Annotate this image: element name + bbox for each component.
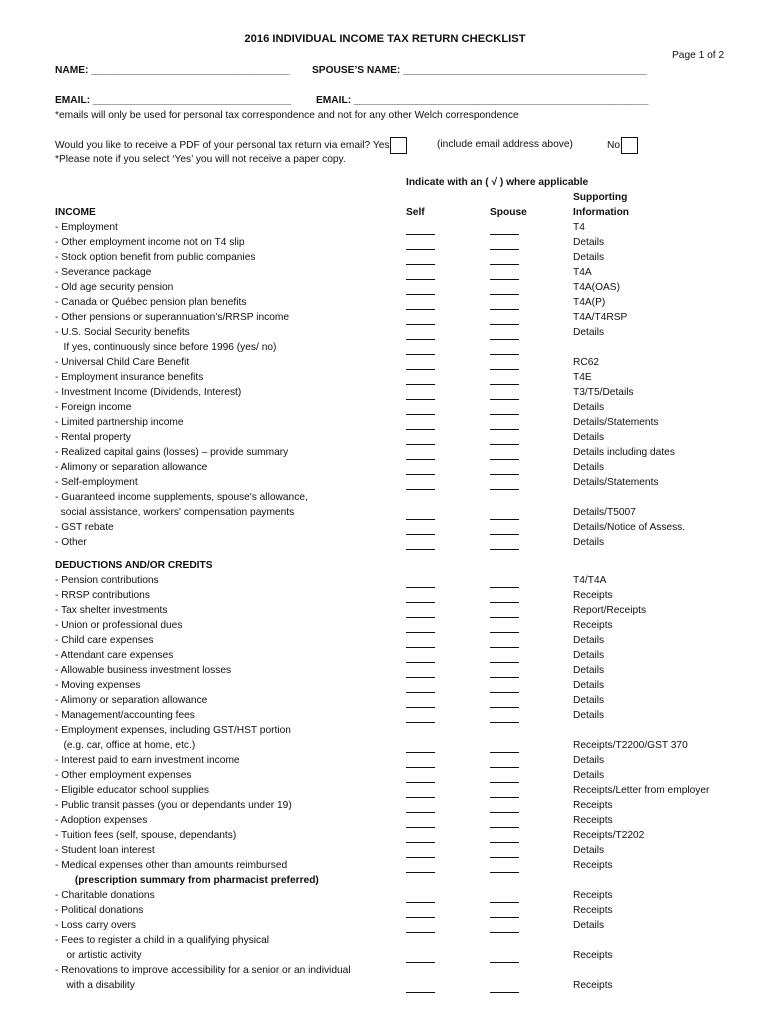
self-checkmark-line[interactable] — [406, 249, 435, 250]
spouse-checkmark-line[interactable] — [490, 767, 519, 768]
spouse-checkmark-line[interactable] — [490, 932, 519, 933]
row-label: - Other employment expenses — [55, 770, 192, 781]
row-label: with a disability — [55, 980, 135, 991]
self-checkmark-line[interactable] — [406, 294, 435, 295]
spouse-checkmark-line[interactable] — [490, 309, 519, 310]
self-checkmark-line[interactable] — [406, 264, 435, 265]
supporting-info: Details — [573, 635, 605, 646]
self-checkmark-line[interactable] — [406, 707, 435, 708]
spouse-checkmark-line[interactable] — [490, 842, 519, 843]
self-checkmark-line[interactable] — [406, 534, 435, 535]
self-checkmark-line[interactable] — [406, 647, 435, 648]
self-column-header: Self — [406, 207, 425, 218]
supporting-info: Details — [573, 845, 605, 856]
spouse-checkmark-line[interactable] — [490, 872, 519, 873]
self-checkmark-line[interactable] — [406, 384, 435, 385]
spouse-checkmark-line[interactable] — [490, 782, 519, 783]
spouse-email-field[interactable]: EMAIL: ____________________________________________________ — [316, 95, 649, 106]
supporting-info: Receipts — [573, 590, 613, 601]
email-field[interactable]: EMAIL: ___________________________________ — [55, 95, 292, 106]
self-checkmark-line[interactable] — [406, 932, 435, 933]
row-label: - Interest paid to earn investment income — [55, 755, 240, 766]
row-label: - Investment Income (Dividends, Interest) — [55, 387, 242, 398]
supporting-info: Details/T5007 — [573, 507, 636, 518]
self-checkmark-line[interactable] — [406, 429, 435, 430]
row-label: - Child care expenses — [55, 635, 154, 646]
spouse-checkmark-line[interactable] — [490, 827, 519, 828]
row-label: - Old age security pension — [55, 282, 174, 293]
row-label: - Eligible educator school supplies — [55, 785, 210, 796]
supporting-info: Details — [573, 462, 605, 473]
row-label: - Fees to register a child in a qualifying physical — [55, 935, 270, 946]
row-label: - U.S. Social Security benefits — [55, 327, 190, 338]
spouse-checkmark-line[interactable] — [490, 414, 519, 415]
self-checkmark-line[interactable] — [406, 309, 435, 310]
spouse-checkmark-line[interactable] — [490, 399, 519, 400]
spouse-checkmark-line[interactable] — [490, 722, 519, 723]
self-checkmark-line[interactable] — [406, 324, 435, 325]
spouse-checkmark-line[interactable] — [490, 279, 519, 280]
row-label: - Employment expenses, including GST/HST portion — [55, 725, 291, 736]
self-checkmark-line[interactable] — [406, 234, 435, 235]
row-label: - Allowable business investment losses — [55, 665, 232, 676]
row-label: - Tuition fees (self, spouse, dependants) — [55, 830, 237, 841]
name-field[interactable]: NAME: ___________________________________ — [55, 65, 290, 76]
row-label: - Other pensions or superannuation’s/RRSP income — [55, 312, 290, 323]
spouse-checkmark-line[interactable] — [490, 662, 519, 663]
supporting-info: Details — [573, 920, 605, 931]
yes-checkbox[interactable] — [390, 137, 407, 154]
self-checkmark-line[interactable] — [406, 677, 435, 678]
spouse-checkmark-line[interactable] — [490, 534, 519, 535]
self-checkmark-line[interactable] — [406, 459, 435, 460]
row-label: - Moving expenses — [55, 680, 141, 691]
page-number: Page 1 of 2 — [672, 50, 725, 61]
supporting-info: T4/T4A — [573, 575, 607, 586]
self-checkmark-line[interactable] — [406, 782, 435, 783]
spouse-checkmark-line[interactable] — [490, 339, 519, 340]
supporting-info: T4E — [573, 372, 592, 383]
supporting-info: Details/Statements — [573, 417, 659, 428]
spouse-checkmark-line[interactable] — [490, 797, 519, 798]
self-checkmark-line[interactable] — [406, 692, 435, 693]
supporting-info: T4 — [573, 222, 585, 233]
row-label: - Limited partnership income — [55, 417, 184, 428]
row-label: - Self-employment — [55, 477, 138, 488]
supporting-info: Receipts — [573, 905, 613, 916]
self-checkmark-line[interactable] — [406, 474, 435, 475]
row-label: - Employment — [55, 222, 118, 233]
supporting-info: Details — [573, 665, 605, 676]
spouse-checkmark-line[interactable] — [490, 812, 519, 813]
supporting-info: Details — [573, 432, 605, 443]
row-label: - Union or professional dues — [55, 620, 183, 631]
self-checkmark-line[interactable] — [406, 489, 435, 490]
supporting-info: Details — [573, 755, 605, 766]
self-checkmark-line[interactable] — [406, 992, 435, 993]
supporting-info: Details/Statements — [573, 477, 659, 488]
supporting-info: Details — [573, 327, 605, 338]
no-option — [607, 137, 638, 154]
self-checkmark-line[interactable] — [406, 722, 435, 723]
spouse-checkmark-line[interactable] — [490, 369, 519, 370]
row-label: - Adoption expenses — [55, 815, 148, 826]
supporting-info: Details — [573, 710, 605, 721]
information-heading: Information — [573, 207, 630, 218]
supporting-info: Receipts — [573, 620, 613, 631]
spouse-checkmark-line[interactable] — [490, 519, 519, 520]
supporting-info: Receipts — [573, 890, 613, 901]
self-checkmark-line[interactable] — [406, 812, 435, 813]
supporting-info: Details — [573, 237, 605, 248]
spouse-checkmark-line[interactable] — [490, 647, 519, 648]
row-label: - Tax shelter investments — [55, 605, 168, 616]
self-checkmark-line[interactable] — [406, 617, 435, 618]
self-checkmark-line[interactable] — [406, 962, 435, 963]
self-checkmark-line[interactable] — [406, 369, 435, 370]
self-checkmark-line[interactable] — [406, 872, 435, 873]
spouse-checkmark-line[interactable] — [490, 459, 519, 460]
supporting-info: Receipts — [573, 815, 613, 826]
row-label: - Rental property — [55, 432, 131, 443]
spouse-checkmark-line[interactable] — [490, 294, 519, 295]
self-checkmark-line[interactable] — [406, 752, 435, 753]
spouse-column-header: Spouse — [490, 207, 527, 218]
self-checkmark-line[interactable] — [406, 399, 435, 400]
self-checkmark-line[interactable] — [406, 632, 435, 633]
self-checkmark-line[interactable] — [406, 797, 435, 798]
supporting-info: Receipts — [573, 860, 613, 871]
supporting-info: T4A — [573, 267, 592, 278]
supporting-info: Details including dates — [573, 447, 675, 458]
spouse-checkmark-line[interactable] — [490, 474, 519, 475]
deductions-heading: DEDUCTIONS AND/OR CREDITS — [55, 560, 213, 571]
self-checkmark-line[interactable] — [406, 842, 435, 843]
spouse-checkmark-line[interactable] — [490, 249, 519, 250]
supporting-info: Receipts/T2200/GST 370 — [573, 740, 688, 751]
self-checkmark-line[interactable] — [406, 279, 435, 280]
row-label: - Universal Child Care Benefit — [55, 357, 190, 368]
pdf-question-text: Would you like to receive a PDF of your personal tax return via email? Yes — [55, 140, 390, 152]
row-label: - Guaranteed income supplements, spouse's allowance, — [55, 492, 308, 503]
supporting-info: Receipts — [573, 980, 613, 991]
row-label: - Charitable donations — [55, 890, 155, 901]
supporting-info: Details — [573, 680, 605, 691]
row-label: - Canada or Québec pension plan benefits — [55, 297, 247, 308]
supporting-info: Details — [573, 537, 605, 548]
row-label: - Stock option benefit from public companies — [55, 252, 256, 263]
spouse-checkmark-line[interactable] — [490, 857, 519, 858]
spouse-checkmark-line[interactable] — [490, 429, 519, 430]
supporting-info: Receipts/Letter from employer — [573, 785, 710, 796]
paper-copy-note: *Please note if you select ‘Yes’ you will not receive a paper copy. — [55, 154, 346, 165]
spouse-checkmark-line[interactable] — [490, 234, 519, 235]
self-checkmark-line[interactable] — [406, 549, 435, 550]
spouse-checkmark-line[interactable] — [490, 354, 519, 355]
spouse-checkmark-line[interactable] — [490, 587, 519, 588]
spouse-checkmark-line[interactable] — [490, 752, 519, 753]
spouse-checkmark-line[interactable] — [490, 549, 519, 550]
no-label: No — [607, 140, 621, 152]
supporting-info: Details — [573, 695, 605, 706]
row-label: - Public transit passes (you or dependants under 19) — [55, 800, 292, 811]
spouse-checkmark-line[interactable] — [490, 617, 519, 618]
income-heading: INCOME — [55, 207, 96, 218]
spouse-checkmark-line[interactable] — [490, 902, 519, 903]
row-label: or artistic activity — [55, 950, 142, 961]
self-checkmark-line[interactable] — [406, 602, 435, 603]
row-label: - Pension contributions — [55, 575, 159, 586]
row-label: - Alimony or separation allowance — [55, 462, 208, 473]
self-checkmark-line[interactable] — [406, 917, 435, 918]
row-label: - Other — [55, 537, 87, 548]
indicate-heading: Indicate with an ( √ ) where applicable — [406, 177, 589, 188]
row-label: - Management/accounting fees — [55, 710, 195, 721]
self-checkmark-line[interactable] — [406, 857, 435, 858]
no-checkbox[interactable] — [621, 137, 638, 154]
spouse-checkmark-line[interactable] — [490, 632, 519, 633]
spouse-checkmark-line[interactable] — [490, 489, 519, 490]
row-label: (prescription summary from pharmacist preferred) — [55, 875, 319, 886]
self-checkmark-line[interactable] — [406, 444, 435, 445]
row-label: - RRSP contributions — [55, 590, 150, 601]
self-checkmark-line[interactable] — [406, 354, 435, 355]
row-label: (e.g. car, office at home, etc.) — [55, 740, 196, 751]
spouse-checkmark-line[interactable] — [490, 384, 519, 385]
supporting-info: T4A(P) — [573, 297, 606, 308]
supporting-info: Details — [573, 770, 605, 781]
email-note: *emails will only be used for personal tax correspondence and not for any other Welch correspondence — [55, 110, 519, 121]
row-label: If yes, continuously since before 1996 (yes/ no) — [55, 342, 277, 353]
self-checkmark-line[interactable] — [406, 519, 435, 520]
supporting-info: T4A(OAS) — [573, 282, 620, 293]
self-checkmark-line[interactable] — [406, 339, 435, 340]
page-title: 2016 INDIVIDUAL INCOME TAX RETURN CHECKLIST — [244, 33, 526, 45]
self-checkmark-line[interactable] — [406, 662, 435, 663]
supporting-info: Receipts/T2202 — [573, 830, 645, 841]
self-checkmark-line[interactable] — [406, 902, 435, 903]
supporting-info: Receipts — [573, 800, 613, 811]
spouse-checkmark-line[interactable] — [490, 264, 519, 265]
row-label: - Realized capital gains (losses) – provide summary — [55, 447, 289, 458]
supporting-info: Receipts — [573, 950, 613, 961]
row-label: - Other employment income not on T4 slip — [55, 237, 245, 248]
row-label: - Employment insurance benefits — [55, 372, 204, 383]
row-label: - Severance package — [55, 267, 152, 278]
row-label: - GST rebate — [55, 522, 114, 533]
row-label: - Renovations to improve accessibility for a senior or an individual — [55, 965, 351, 976]
supporting-heading: Supporting — [573, 192, 628, 203]
row-label: - Student loan interest — [55, 845, 155, 856]
include-email-note: (include email address above) — [437, 139, 573, 150]
supporting-info: Details/Notice of Assess. — [573, 522, 686, 533]
spouse-checkmark-line[interactable] — [490, 962, 519, 963]
row-label: - Medical expenses other than amounts reimbursed — [55, 860, 288, 871]
spouse-checkmark-line[interactable] — [490, 602, 519, 603]
spouse-checkmark-line[interactable] — [490, 992, 519, 993]
row-label: - Foreign income — [55, 402, 132, 413]
self-checkmark-line[interactable] — [406, 767, 435, 768]
spouse-checkmark-line[interactable] — [490, 707, 519, 708]
self-checkmark-line[interactable] — [406, 587, 435, 588]
spouse-checkmark-line[interactable] — [490, 444, 519, 445]
self-checkmark-line[interactable] — [406, 414, 435, 415]
row-label: social assistance, workers' compensation payments — [55, 507, 295, 518]
row-label: - Attendant care expenses — [55, 650, 174, 661]
row-label: - Alimony or separation allowance — [55, 695, 208, 706]
spouse-checkmark-line[interactable] — [490, 692, 519, 693]
supporting-info: Details — [573, 650, 605, 661]
supporting-info: RC62 — [573, 357, 600, 368]
spouse-checkmark-line[interactable] — [490, 324, 519, 325]
spouse-checkmark-line[interactable] — [490, 917, 519, 918]
row-label: - Loss carry overs — [55, 920, 136, 931]
supporting-info: T3/T5/Details — [573, 387, 634, 398]
supporting-info: T4A/T4RSP — [573, 312, 628, 323]
supporting-info: Report/Receipts — [573, 605, 647, 616]
spouse-checkmark-line[interactable] — [490, 677, 519, 678]
supporting-info: Details — [573, 252, 605, 263]
spouse-name-field[interactable]: SPOUSE’S NAME: ___________________________________________ — [312, 65, 647, 76]
row-label: - Political donations — [55, 905, 144, 916]
supporting-info: Details — [573, 402, 605, 413]
pdf-question — [55, 137, 407, 154]
self-checkmark-line[interactable] — [406, 827, 435, 828]
